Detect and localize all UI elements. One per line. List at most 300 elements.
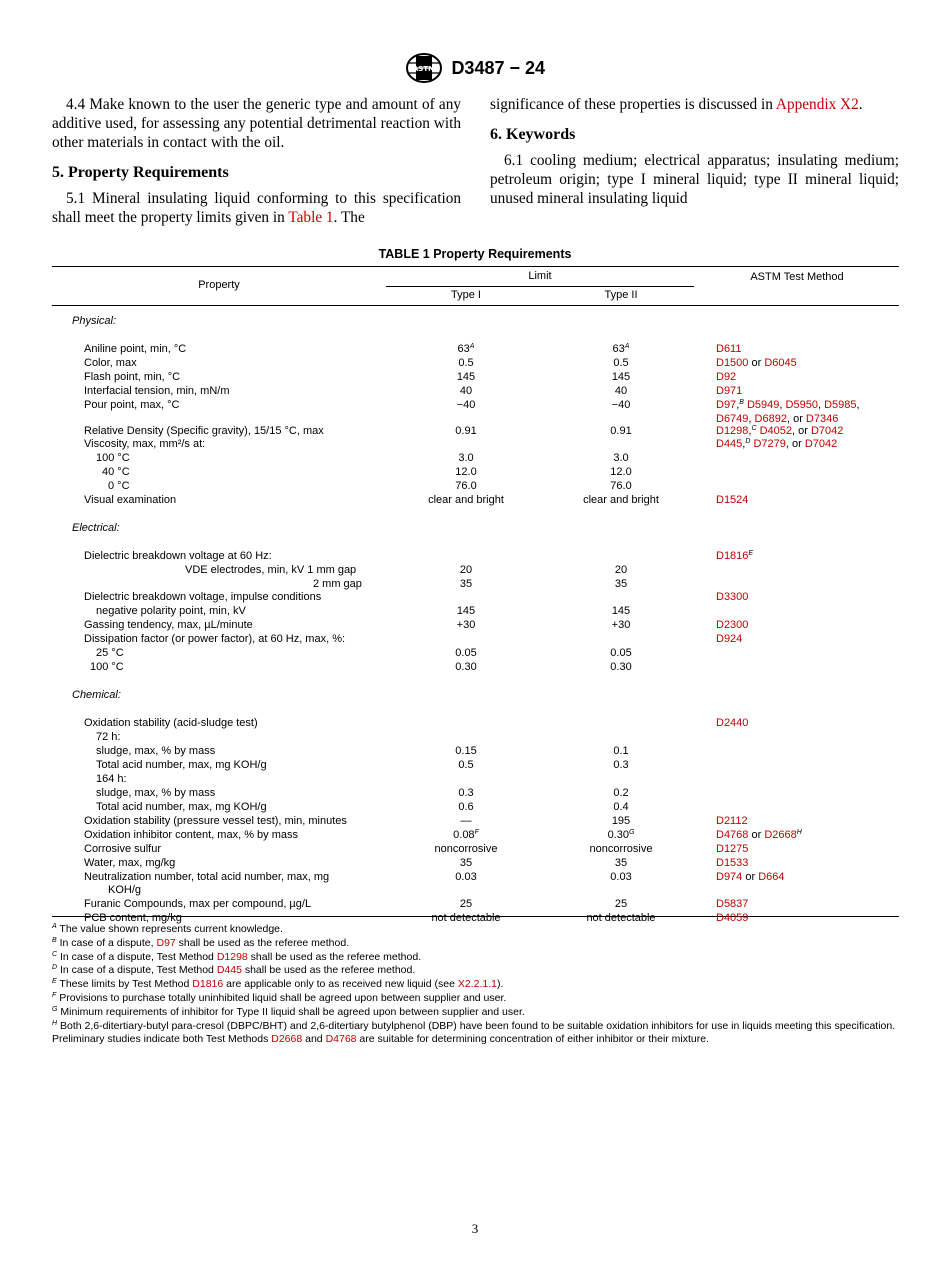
table-row <box>52 716 899 730</box>
cell-value: 0.08 <box>453 829 475 841</box>
cell-value: 35 <box>459 857 473 869</box>
method-cell <box>716 549 753 563</box>
table-row <box>52 479 899 493</box>
table-row <box>52 342 899 356</box>
text-run: Minimum requirements of inhibitor for Type II liquid shall be agreed upon between supplier and user. <box>57 1005 525 1018</box>
cell-value: 145 <box>611 371 631 383</box>
type-2-cell <box>541 479 701 493</box>
footnote-marker: H <box>796 829 802 836</box>
table-row <box>52 772 899 786</box>
cell-value: 0.5 <box>613 357 629 369</box>
text-run: In case of a dispute, <box>56 936 157 949</box>
text-run: , or <box>786 413 806 425</box>
type-1-cell <box>386 424 546 438</box>
method-cell <box>716 493 748 507</box>
cell-value: 63 <box>457 343 470 355</box>
table-title: TABLE 1 Property Requirements <box>378 247 572 261</box>
method-link[interactable]: D4059 <box>716 912 749 924</box>
text-run: or <box>742 871 759 883</box>
header-method: ASTM Test Method <box>750 271 844 283</box>
cell-value: 20 <box>614 564 628 576</box>
property-cell: Total acid number, max, mg KOH/g <box>96 759 267 771</box>
type-2-cell <box>541 370 701 384</box>
left-column <box>52 95 461 227</box>
svg-text:ASTM: ASTM <box>412 65 436 73</box>
footnote-marker: A <box>469 343 475 350</box>
footnote <box>52 1020 899 1048</box>
table-footnotes <box>52 923 899 1047</box>
table-row <box>52 618 899 632</box>
type-1-cell <box>386 814 546 828</box>
header-property: Property <box>198 279 240 291</box>
type-2-cell <box>541 660 701 674</box>
cell-value: noncorrosive <box>434 843 498 855</box>
text-run: shall be used as the referee method. <box>241 964 416 977</box>
type-2-cell <box>541 786 701 800</box>
footnote-marker: D <box>745 438 751 445</box>
table-row <box>52 370 899 384</box>
footnote-marker: G <box>52 1005 58 1013</box>
section-label: Physical: <box>72 315 117 327</box>
cell-value: 145 <box>611 605 631 617</box>
text-run: , or <box>792 425 811 437</box>
table-row <box>52 604 899 618</box>
property-cell: VDE electrodes, min, kV 1 mm gap <box>185 564 357 576</box>
method-link[interactable]: D445 <box>716 438 743 450</box>
type-2-cell <box>541 646 701 660</box>
type-1-cell <box>386 646 546 660</box>
property-cell: Total acid number, max, mg KOH/g <box>96 801 267 813</box>
table-row <box>52 814 899 828</box>
type-1-cell <box>386 897 546 911</box>
page-header <box>0 52 950 84</box>
header-type-2: Type II <box>604 289 638 301</box>
property-cell: Furanic Compounds, max per compound, µg/L <box>84 898 312 910</box>
method-link[interactable]: D664 <box>758 871 785 883</box>
table-row <box>52 590 899 604</box>
cell-value: 0.05 <box>610 647 632 659</box>
footnote-marker: B <box>739 399 744 406</box>
property-cell: Water, max, mg/kg <box>84 857 176 869</box>
property-cell: 164 h: <box>96 773 127 785</box>
table-header <box>52 267 899 306</box>
cell-value: −40 <box>456 399 476 411</box>
type-1-cell <box>386 398 546 412</box>
footnote-marker: A <box>624 343 630 350</box>
table-row <box>52 577 899 591</box>
method-link[interactable]: D4768 <box>325 1033 357 1046</box>
cell-value: 0.3 <box>613 759 629 771</box>
footnote-marker: E <box>748 550 754 557</box>
method-link[interactable]: D1298 <box>216 950 248 963</box>
type-1-cell <box>386 604 546 618</box>
text-run: or <box>748 357 765 369</box>
type-1-cell <box>386 856 546 870</box>
table-row <box>52 632 899 646</box>
type-2-cell <box>541 342 701 356</box>
text-run: These limits by Test Method <box>56 978 193 991</box>
footnote-marker: F <box>52 991 57 999</box>
cell-value: 40 <box>459 385 473 397</box>
property-cell: 40 °C <box>102 466 130 478</box>
footnote-marker: C <box>52 950 58 958</box>
method-link[interactable]: D7346 <box>805 413 839 425</box>
table-row <box>52 424 899 438</box>
table-row <box>52 856 899 870</box>
cell-value: 0.03 <box>610 871 632 883</box>
cell-value: 3.0 <box>458 452 474 464</box>
text-run: shall be used as the referee method. <box>247 950 422 963</box>
text-run: , <box>736 399 740 411</box>
property-cell: Flash point, min, °C <box>84 371 181 383</box>
method-cell <box>716 716 748 730</box>
type-2-cell <box>541 758 701 772</box>
type-2-cell <box>541 577 701 591</box>
section-label: Chemical: <box>72 689 121 701</box>
method-link[interactable]: D971 <box>716 385 743 397</box>
cell-value: 35 <box>459 578 473 590</box>
text-run: , <box>779 399 786 411</box>
property-cell: PCB content, mg/kg <box>84 912 182 924</box>
method-link[interactable]: D1500 <box>716 357 749 369</box>
cell-value: 195 <box>611 815 631 827</box>
table-row <box>52 646 899 660</box>
type-2-cell <box>541 384 701 398</box>
method-cell <box>716 870 785 884</box>
text-run: , or <box>785 438 805 450</box>
footnote-marker: H <box>52 1019 58 1027</box>
method-cell <box>716 828 802 842</box>
cell-value: — <box>460 815 472 827</box>
type-1-cell <box>386 786 546 800</box>
method-cell <box>716 398 860 412</box>
table-row <box>52 549 899 563</box>
cell-value: 0.05 <box>455 647 477 659</box>
type-1-cell <box>386 356 546 370</box>
method-cell <box>716 897 748 911</box>
cell-value: +30 <box>456 619 476 631</box>
table-row <box>52 758 899 772</box>
footnote-marker: A <box>52 923 57 930</box>
table-row <box>52 563 899 577</box>
method-link[interactable]: D2668 <box>764 829 797 841</box>
property-cell: sludge, max, % by mass <box>96 787 216 799</box>
table-row <box>52 828 899 842</box>
type-1-cell <box>386 758 546 772</box>
cell-value: 20 <box>459 564 473 576</box>
text-run: , <box>748 425 752 437</box>
cell-value: 0.5 <box>458 759 474 771</box>
footnote <box>52 978 899 992</box>
method-cell <box>716 842 748 856</box>
property-cell: 100 °C <box>90 661 124 673</box>
cell-value: 0.91 <box>455 425 477 437</box>
property-cell: Pour point, max, °C <box>84 399 180 411</box>
method-cell <box>716 424 843 438</box>
cell-value: 0.3 <box>458 787 474 799</box>
cell-value: 25 <box>459 898 473 910</box>
text-run: , <box>817 399 825 411</box>
type-1-cell <box>386 493 546 507</box>
cell-value: not detectable <box>431 912 501 924</box>
method-link[interactable]: D1533 <box>716 857 749 869</box>
text-run: shall be used as the referee method. <box>175 936 350 949</box>
type-2-cell <box>541 356 701 370</box>
method-link[interactable]: D92 <box>716 371 737 383</box>
type-2-cell <box>541 870 701 884</box>
method-cell <box>716 356 797 370</box>
header-type-1: Type I <box>451 289 481 301</box>
method-cell <box>716 856 748 870</box>
method-link[interactable]: D1275 <box>716 843 749 855</box>
text-run: Provisions to purchase totally uninhibited liquid shall be agreed upon between supplier and user. <box>56 991 507 1004</box>
cell-value: 0.6 <box>458 801 474 813</box>
property-cell: Aniline point, min, °C <box>84 343 187 355</box>
type-1-cell <box>386 870 546 884</box>
section-label: Electrical: <box>72 522 120 534</box>
property-cell: Dielectric breakdown voltage, impulse conditions <box>84 591 322 603</box>
text-run: or <box>748 829 765 841</box>
cell-value: 3.0 <box>613 452 629 464</box>
table-row <box>52 384 899 398</box>
method-link[interactable]: D97 <box>716 399 737 411</box>
type-1-cell <box>386 563 546 577</box>
footnote-marker: D <box>52 964 58 972</box>
method-cell <box>716 632 742 646</box>
cell-value: 145 <box>456 371 476 383</box>
method-link[interactable]: D4052 <box>759 425 793 437</box>
footnote <box>52 964 899 978</box>
table-row <box>52 465 899 479</box>
text-run: , <box>856 399 860 411</box>
footnote <box>52 923 899 937</box>
paragraph-4-4: 4.4 Make known to the user the generic type and amount of any additive used, for assessing any potential detrimental reaction with other materials in contact with the oil. <box>52 96 461 151</box>
type-2-cell <box>541 465 701 479</box>
cell-value: 63 <box>612 343 625 355</box>
table-row <box>52 786 899 800</box>
method-link[interactable]: D445 <box>216 964 242 977</box>
footnote-marker: E <box>52 978 57 986</box>
type-1-cell <box>386 842 546 856</box>
section-row <box>52 314 899 328</box>
method-link[interactable]: X2.2.1.1 <box>457 978 497 991</box>
property-cell: Visual examination <box>84 494 177 506</box>
cell-value: 0.1 <box>613 745 629 757</box>
method-link[interactable]: D611 <box>716 343 742 355</box>
method-link[interactable]: D1816 <box>192 978 224 991</box>
method-link[interactable]: D2668 <box>271 1033 303 1046</box>
type-1-cell <box>386 744 546 758</box>
method-link[interactable]: D6749 <box>716 413 749 425</box>
cell-value: 0.03 <box>455 871 477 883</box>
property-cell: 2 mm gap <box>313 578 362 590</box>
method-cell <box>716 814 748 828</box>
type-2-cell <box>541 604 701 618</box>
table-row <box>52 730 899 744</box>
property-cell: Relative Density (Specific gravity), 15/15 °C, max <box>84 425 324 437</box>
type-2-cell <box>541 814 701 828</box>
table-row <box>52 398 899 412</box>
type-2-cell <box>541 563 701 577</box>
cell-value: 35 <box>614 857 628 869</box>
page-number: 3 <box>471 1221 479 1236</box>
property-cell: Oxidation stability (pressure vessel test), min, minutes <box>84 815 347 827</box>
type-2-cell <box>541 744 701 758</box>
type-1-cell <box>386 828 546 842</box>
method-link[interactable]: D1524 <box>716 494 749 506</box>
footnote <box>52 951 899 965</box>
type-1-cell <box>386 465 546 479</box>
header-limit: Limit <box>528 270 552 282</box>
property-cell: Dielectric breakdown voltage at 60 Hz: <box>84 550 272 562</box>
section-6-heading: 6. Keywords <box>490 126 576 143</box>
method-link[interactable]: D1816 <box>716 550 749 562</box>
method-link[interactable]: D2300 <box>716 619 749 631</box>
footnote-marker: B <box>52 936 57 944</box>
type-1-cell <box>386 800 546 814</box>
property-cell: Neutralization number, total acid number, max, mg <box>84 871 330 883</box>
cell-value: 40 <box>614 385 628 397</box>
method-link[interactable]: D7042 <box>810 425 844 437</box>
property-cell: Interfacial tension, min, mN/m <box>84 385 230 397</box>
type-2-cell <box>541 493 701 507</box>
type-1-cell <box>386 479 546 493</box>
cell-value: 35 <box>614 578 628 590</box>
footnote-marker: F <box>474 829 479 836</box>
type-2-cell <box>541 897 701 911</box>
footnote-marker: C <box>751 425 757 432</box>
method-link[interactable]: D3300 <box>716 591 749 603</box>
method-link[interactable]: D6045 <box>764 357 797 369</box>
table-row <box>52 883 899 897</box>
cell-value: 12.0 <box>610 466 632 478</box>
cell-value: 0.4 <box>613 801 629 813</box>
text-run: are suitable for determining concentration of either inhibitor or their mixture. <box>356 1033 710 1046</box>
text-run: Both 2,6-ditertiary-butyl para-cresol (DBPC/BHT) and 2,6-ditertiary butylphenol (DBP) have been found to be suitable oxidation inhibitors for use in liquids meeting this specification. Preliminary studies indicate both Test Methods <box>52 1019 896 1046</box>
table-row <box>52 870 899 884</box>
section-row <box>52 521 899 535</box>
text-run: and <box>302 1033 326 1046</box>
type-1-cell <box>386 451 546 465</box>
cell-value: not detectable <box>586 912 656 924</box>
type-2-cell <box>541 800 701 814</box>
type-2-cell <box>541 842 701 856</box>
cell-value: 12.0 <box>455 466 477 478</box>
cell-value: clear and bright <box>583 494 659 506</box>
text-run: ). <box>496 978 504 991</box>
text-run: In case of a dispute, Test Method <box>57 964 217 977</box>
paragraph-6-1: 6.1 cooling medium; electrical apparatus; insulating medium; petroleum origin; type I mineral liquid; type II mineral liquid; unused mineral insulating liquid <box>490 152 899 207</box>
text-run: , <box>748 413 755 425</box>
method-link[interactable]: D5950 <box>785 399 818 411</box>
type-2-cell <box>541 451 701 465</box>
limit-divider <box>386 286 694 287</box>
type-2-cell <box>541 618 701 632</box>
appendix-x2-link[interactable]: Appendix X2 <box>775 96 859 113</box>
type-2-cell <box>541 828 701 842</box>
type-1-cell <box>386 660 546 674</box>
table-row <box>52 744 899 758</box>
cell-value: 76.0 <box>610 480 632 492</box>
method-link[interactable]: D6892 <box>754 413 787 425</box>
table-1-link[interactable]: Table 1 <box>288 209 334 226</box>
method-link[interactable]: D2440 <box>716 717 749 729</box>
cell-value: 0.91 <box>610 425 632 437</box>
cell-value: 0.2 <box>613 787 629 799</box>
footnote <box>52 1006 899 1020</box>
cell-value: 25 <box>614 898 628 910</box>
table-row <box>52 842 899 856</box>
text-run: , <box>742 438 746 450</box>
type-2-cell <box>541 424 701 438</box>
standard-designation: D3487 − 24 <box>451 57 546 78</box>
right-column <box>490 95 899 208</box>
method-link[interactable]: D7279 <box>753 438 786 450</box>
property-cell: Oxidation stability (acid-sludge test) <box>84 717 258 729</box>
cell-value: 76.0 <box>455 480 477 492</box>
method-cell <box>716 384 742 398</box>
method-cell <box>716 437 837 451</box>
property-cell: negative polarity point, min, kV <box>96 605 246 617</box>
method-cell <box>716 342 741 356</box>
method-link[interactable]: D2112 <box>716 815 748 827</box>
method-link[interactable]: D7042 <box>804 438 838 450</box>
method-cell <box>716 590 748 604</box>
method-link[interactable]: D4768 <box>716 829 749 841</box>
property-table <box>52 266 899 924</box>
property-cell: 72 h: <box>96 731 121 743</box>
type-1-cell <box>386 342 546 356</box>
property-cell: Gassing tendency, max, µL/minute <box>84 619 253 631</box>
footnote <box>52 992 899 1006</box>
cell-value: 0.30 <box>607 829 629 841</box>
paragraph-5-1: 5.1 Mineral insulating liquid conforming to this specification shall meet the property limits given in Table 1. The <box>52 190 461 226</box>
property-cell: sludge, max, % by mass <box>96 745 216 757</box>
footnote-marker: G <box>628 829 635 836</box>
text-run: In case of a dispute, Test Method <box>57 950 217 963</box>
method-link[interactable]: D1298 <box>716 425 749 437</box>
astm-logo-icon <box>405 52 443 84</box>
table-row <box>52 493 899 507</box>
section-5-heading: 5. Property Requirements <box>52 164 229 181</box>
method-link[interactable]: D5985 <box>824 399 857 411</box>
type-1-cell <box>386 384 546 398</box>
table-row <box>52 437 899 451</box>
cell-value: 0.30 <box>610 661 632 673</box>
cell-value: 0.30 <box>455 661 477 673</box>
type-1-cell <box>386 618 546 632</box>
table-body <box>52 306 899 924</box>
method-link[interactable]: D974 <box>716 871 743 883</box>
method-link[interactable]: D924 <box>716 633 743 645</box>
method-link[interactable]: D97 <box>156 936 176 949</box>
property-cell: 25 °C <box>96 647 124 659</box>
property-cell: 0 °C <box>108 480 130 492</box>
section-row <box>52 688 899 702</box>
property-cell: KOH/g <box>108 884 142 896</box>
type-2-cell <box>541 856 701 870</box>
method-link[interactable]: D5837 <box>716 898 749 910</box>
cell-value: 145 <box>456 605 476 617</box>
table-row <box>52 356 899 370</box>
type-1-cell <box>386 370 546 384</box>
cell-value: −40 <box>611 399 631 411</box>
cell-value: 0.15 <box>455 745 477 757</box>
method-cell <box>716 618 748 632</box>
cell-value: +30 <box>611 619 631 631</box>
property-cell: Oxidation inhibitor content, max, % by mass <box>84 829 298 841</box>
method-link[interactable]: D5949 <box>746 399 780 411</box>
